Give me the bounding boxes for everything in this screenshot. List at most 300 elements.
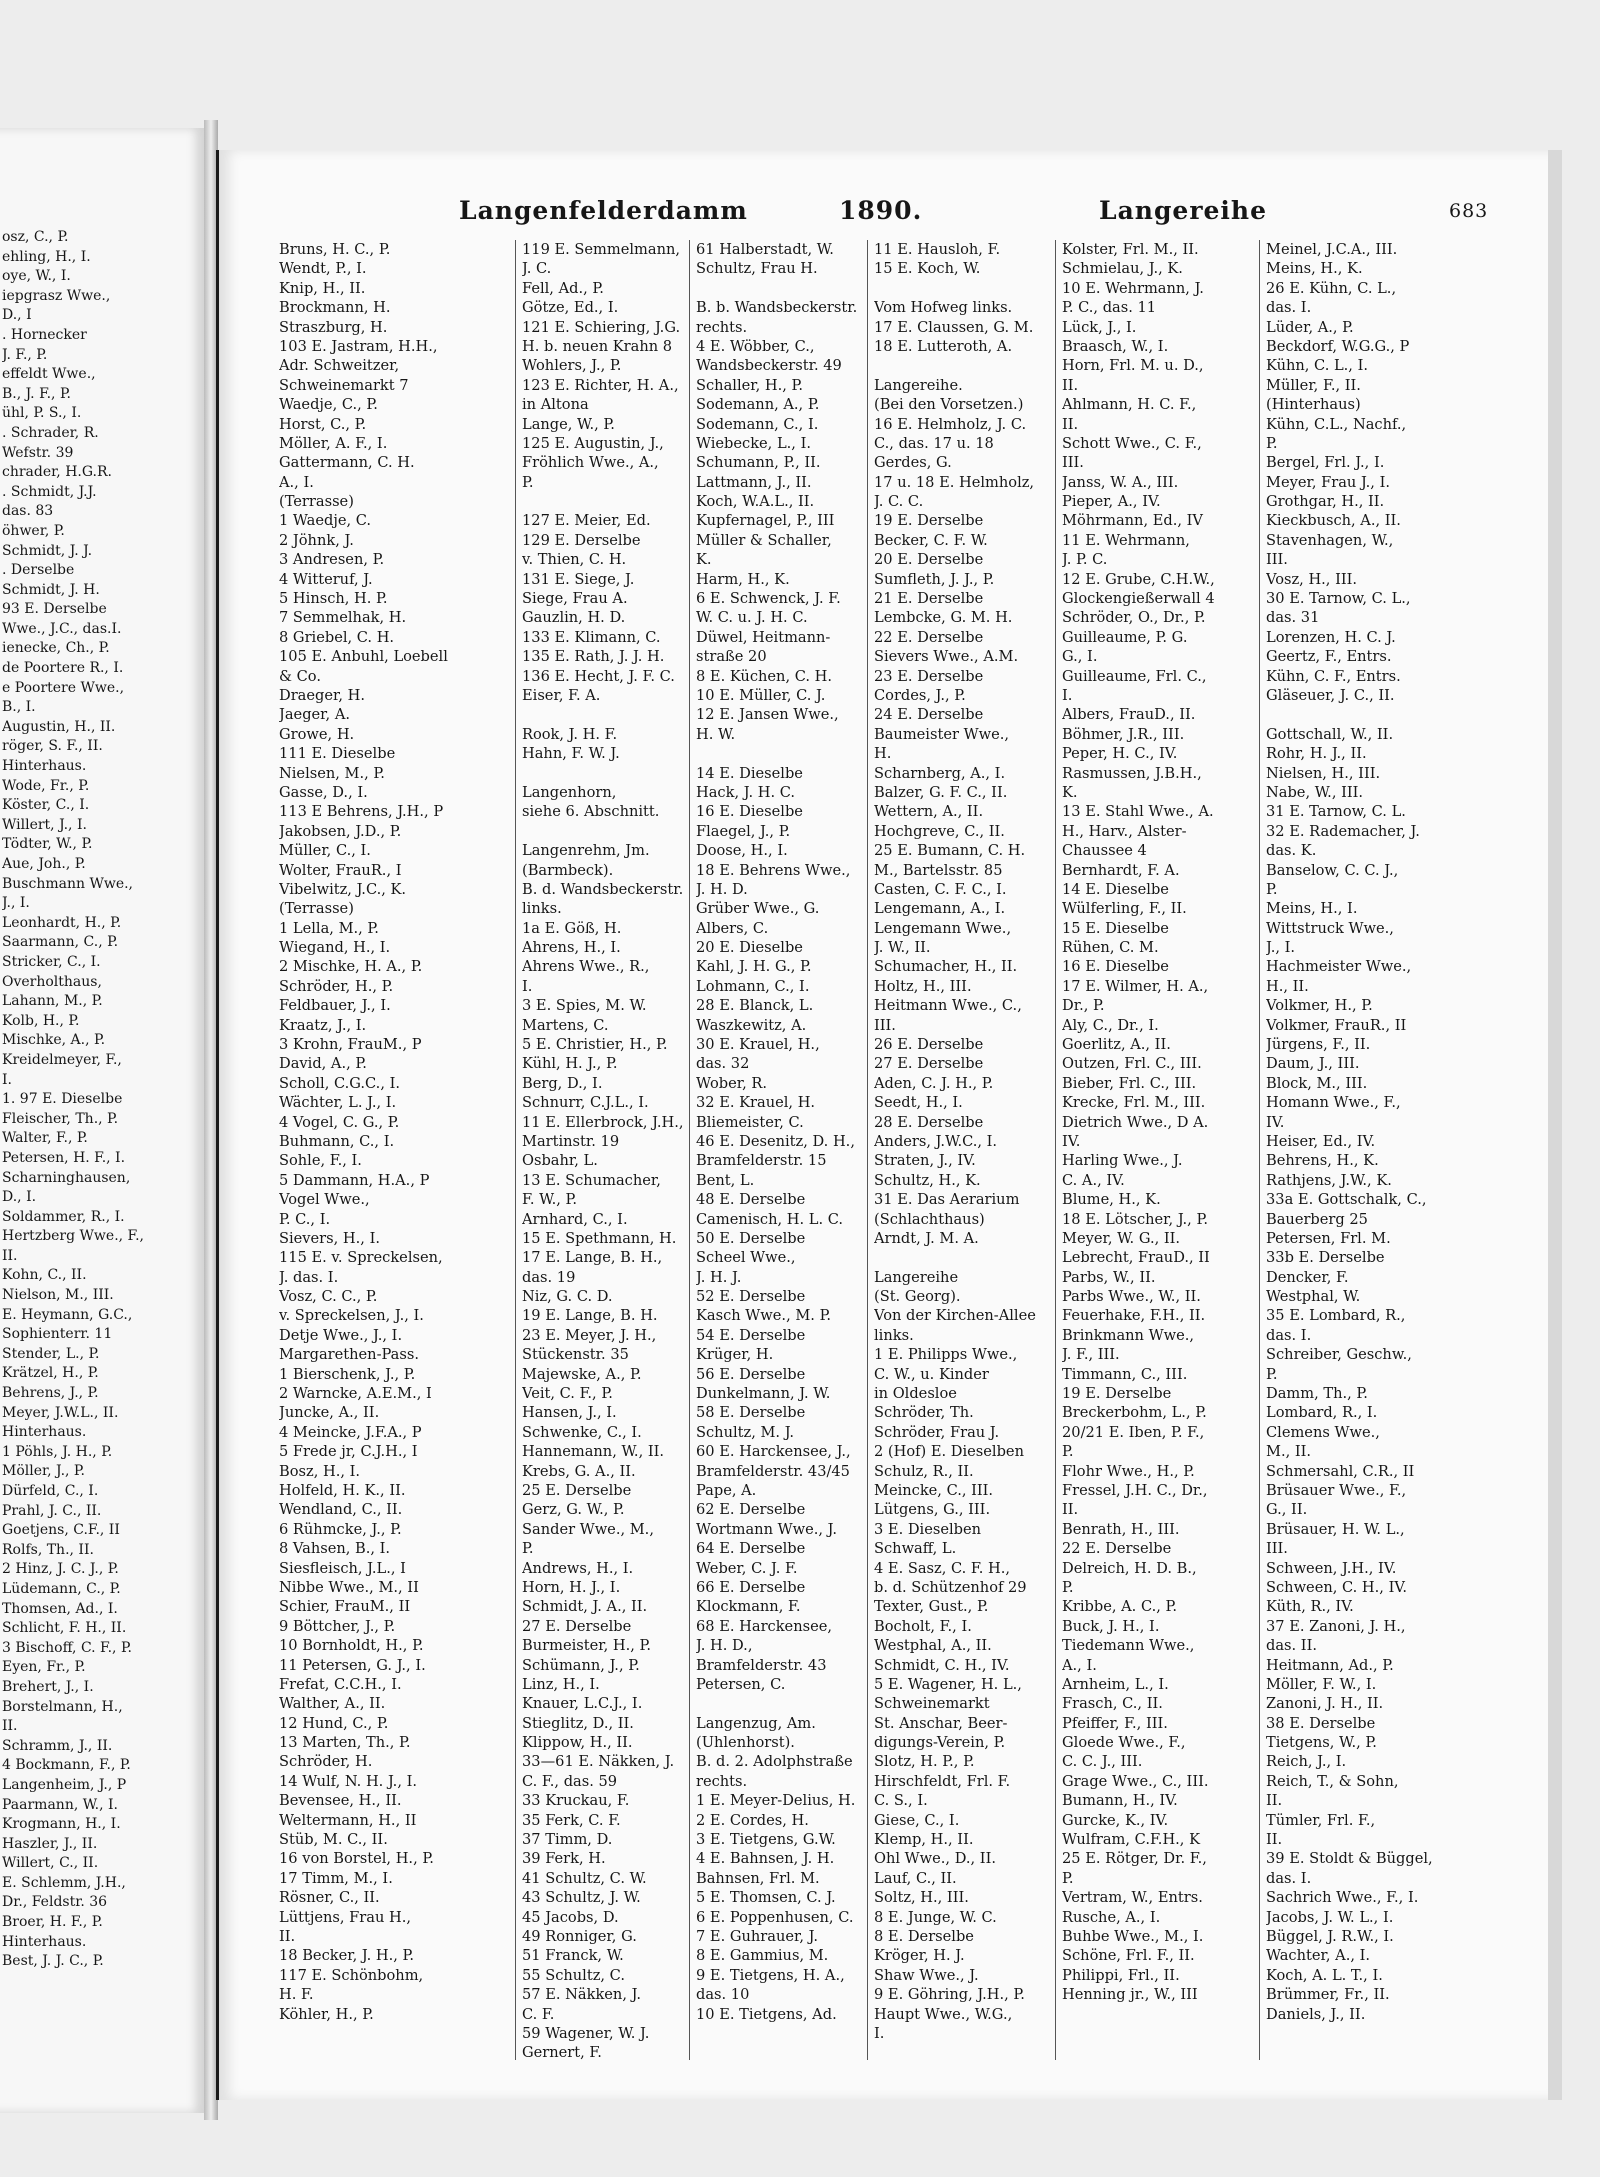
directory-entry: 111 E. Dieselbe (279, 745, 396, 763)
directory-entry: Tödter, W., P. (2, 836, 93, 853)
directory-entry: P. (522, 1540, 534, 1558)
directory-entry: Sachrich Wwe., F., I. (1266, 1889, 1419, 1907)
directory-entry: 52 E. Derselbe (696, 1288, 806, 1306)
directory-entry (522, 492, 692, 511)
directory-entry: Giese, C., I. (874, 1811, 960, 1829)
directory-entry: 5 E. Wagener, H. L., (874, 1675, 1022, 1693)
directory-entry: Ahrens Wwe., R., (522, 958, 650, 976)
directory-entry: 2 Warncke, A.E.M., I (279, 1385, 432, 1403)
directory-entry: 27 E. Derselbe (522, 1617, 632, 1635)
directory-entry: G., II. (1266, 1501, 1308, 1519)
directory-entry: (Uhlenhorst). (696, 1734, 795, 1752)
directory-entry: Gläseuer, J. C., II. (1266, 686, 1395, 704)
directory-entry: Arnheim, L., I. (1062, 1675, 1169, 1693)
directory-entry: 127 E. Meier, Ed. (522, 512, 651, 530)
directory-entry: 21 E. Derselbe (874, 590, 984, 608)
directory-entry: Behrens, H., K. (1266, 1152, 1379, 1170)
directory-entry: P. (1266, 434, 1278, 452)
directory-entry: Gauzlin, H. D. (522, 609, 626, 627)
directory-entry: Schultz, M. J. (696, 1423, 795, 1441)
directory-entry: Wandsbeckerstr. 49 (696, 357, 842, 375)
directory-entry: D., I (2, 307, 32, 324)
directory-entry: Langereihe (874, 1268, 959, 1286)
directory-entry: in Oldesloe (874, 1385, 957, 1403)
directory-entry: Detje Wwe., J., I. (279, 1326, 403, 1344)
directory-entry: das. 31 (1266, 609, 1320, 627)
directory-entry: Wulfram, C.F.H., K (1062, 1831, 1200, 1849)
directory-entry: (Barmbeck). (522, 861, 614, 879)
directory-entry: 11 Petersen, G. J., I. (279, 1656, 426, 1674)
left-page-column (2, 228, 200, 2048)
directory-entry: 8 E. Küchen, C. H. (696, 667, 833, 685)
directory-entry: Veit, C. F., P. (522, 1385, 613, 1403)
directory-entry: Düwel, Heitmann- (696, 628, 831, 646)
directory-entry: H., II. (1266, 977, 1309, 995)
directory-entry: Parbs, W., II. (1062, 1268, 1156, 1286)
directory-entry: 4 E. Wöbber, C., (696, 337, 815, 355)
directory-entry: 12 E. Grube, C.H.W., (1062, 570, 1215, 588)
directory-entry: Wendt, P., I. (279, 260, 367, 278)
directory-entry: Stüb, M. C., II. (279, 1831, 388, 1849)
directory-entry: 15 E. Koch, W. (874, 260, 981, 278)
directory-entry: Berg, D., I. (522, 1074, 603, 1092)
directory-entry: Petersen, C. (696, 1675, 786, 1693)
directory-entry: Damm, Th., P. (1266, 1385, 1368, 1403)
directory-entry: Lüdemann, C., P. (2, 1580, 121, 1597)
directory-entry: Knip, H., II. (279, 279, 366, 297)
directory-entry: Schröder, Th. (874, 1404, 974, 1422)
directory-entry: C. W., u. Kinder (874, 1365, 989, 1383)
directory-entry: Shaw Wwe., J. (874, 1966, 979, 1984)
directory-entry: Paarmann, W., I. (2, 1796, 119, 1813)
directory-entry: I. (1062, 686, 1073, 704)
directory-entry: 1 E. Meyer-Delius, H. (696, 1792, 856, 1810)
directory-entry: Meincke, C., III. (874, 1482, 994, 1499)
directory-entry: Andrews, H., I. (522, 1559, 634, 1577)
directory-entry: 37 Timm, D. (522, 1831, 613, 1849)
directory-entry: 5 Dammann, H.A., P (279, 1171, 430, 1189)
directory-entry: Kühn, C. F., Entrs. (1266, 667, 1401, 685)
directory-entry: Koch, A. L. T., I. (1266, 1966, 1383, 1984)
directory-entry: Schweinemarkt (874, 1695, 990, 1713)
directory-entry: Bevensee, H., II. (279, 1792, 402, 1810)
directory-entry: 135 E. Rath, J. J. H. (522, 648, 665, 666)
directory-entry: C. F. (522, 2005, 555, 2023)
directory-entry: oye, W., I. (2, 268, 71, 285)
directory-entry: & Co. (279, 667, 321, 685)
directory-entry: 8 E. Gammius, M. (696, 1947, 829, 1965)
directory-entry: Schmidt, C. H., IV. (874, 1656, 1010, 1674)
directory-entry: 62 E. Derselbe (696, 1501, 806, 1519)
directory-entry: 37 E. Zanoni, J. H., (1266, 1617, 1406, 1635)
directory-entry: 48 E. Derselbe (696, 1191, 806, 1209)
directory-entry: Lembcke, G. M. H. (874, 609, 1013, 627)
directory-entry: Nielsen, M., P. (279, 764, 385, 782)
directory-entry: Wittstruck Wwe., (1266, 919, 1394, 937)
directory-entry: P. (1062, 1578, 1074, 1596)
directory-entry: Clemens Wwe., (1266, 1423, 1380, 1441)
directory-entry: 10 E. Tietgens, Ad. (696, 2005, 837, 2023)
directory-entry: 22 E. Derselbe (1062, 1540, 1172, 1558)
directory-entry: Klippow, H., II. (522, 1734, 633, 1752)
directory-entry: 26 E. Derselbe (874, 1036, 984, 1054)
directory-entry: Büggel, J. R.W., I. (1266, 1927, 1394, 1945)
directory-entry: IV. (1062, 1132, 1081, 1150)
directory-entry (522, 822, 692, 841)
directory-entry: Rathjens, J.W., K. (1266, 1171, 1392, 1189)
directory-entry: Klemp, H., II. (874, 1831, 974, 1849)
directory-entry: Saarmann, C., P. (2, 934, 119, 951)
directory-entry: Lombard, R., I. (1266, 1404, 1378, 1422)
directory-entry: das. 19 (522, 1268, 576, 1286)
directory-entry: 11 E. Ellerbrock, J.H., (522, 1113, 684, 1131)
directory-entry: 50 E. Derselbe (696, 1229, 806, 1247)
directory-entry: Scharninghausen, (2, 1169, 131, 1186)
directory-entry: Schweinemarkt 7 (279, 376, 409, 394)
directory-entry: B. b. Wandsbeckerstr. (696, 299, 858, 317)
directory-entry: J., I. (1266, 939, 1296, 957)
directory-entry: 33 Kruckau, F. (522, 1792, 630, 1810)
directory-entry: Sander Wwe., M., (522, 1520, 654, 1538)
directory-entry: 10 E. Müller, C. J. (696, 686, 826, 704)
directory-entry: Rohr, H. J., II. (1266, 745, 1367, 763)
directory-entry: P. (1062, 1869, 1074, 1887)
directory-entry: Möhrmann, Ed., IV (1062, 512, 1203, 530)
directory-entry: Albers, C. (696, 919, 769, 937)
directory-entry: III. (1266, 551, 1288, 569)
directory-entry: (St. Georg). (874, 1288, 961, 1306)
directory-entry: Eyen, Fr., P. (2, 1659, 86, 1676)
directory-entry: Wolter, FrauR., I (279, 861, 402, 879)
directory-entry: Langenzug, Am. (696, 1714, 816, 1732)
directory-entry: Krecke, Frl. M., III. (1062, 1094, 1206, 1112)
directory-entry: Horn, Frl. M. u. D., (1062, 357, 1204, 375)
directory-entry: 123 E. Richter, H. A., (522, 376, 679, 394)
directory-entry: J. H. D., (696, 1637, 753, 1655)
directory-entry: ienecke, Ch., P. (2, 640, 110, 657)
directory-entry: röger, S. F., II. (2, 738, 103, 755)
directory-entry: Kolster, Frl. M., II. (1062, 241, 1199, 258)
directory-entry: Krogmann, H., I. (2, 1816, 121, 1833)
directory-entry: Jaeger, A. (279, 706, 350, 724)
directory-entry: Schöne, Frl. F., II. (1062, 1947, 1195, 1965)
directory-entry: de Poortere R., I. (2, 660, 124, 677)
directory-entry: Horst, C., P. (279, 415, 367, 433)
directory-entry: 23 E. Meyer, J. H., (522, 1326, 657, 1344)
directory-entry: Brinkmann Wwe., (1062, 1326, 1194, 1344)
directory-entry: Brüsauer Wwe., F., (1266, 1482, 1407, 1499)
directory-entry: 7 E. Guhrauer, J. (696, 1927, 819, 1945)
directory-entry: Margarethen-Pass. (279, 1346, 419, 1364)
directory-entry: Sohle, F., I. (279, 1152, 362, 1170)
directory-entry: 61 Halberstadt, W. (696, 241, 834, 258)
directory-entry: 19 E. Lange, B. H. (522, 1307, 658, 1325)
directory-entry: 27 E. Derselbe (874, 1055, 984, 1073)
directory-entry: II. (2, 1247, 18, 1264)
directory-entry: 4 Meincke, J.F.A., P (279, 1423, 422, 1441)
directory-entry: Volkmer, H., P. (1266, 997, 1373, 1015)
directory-entry: Wächter, L. J., I. (279, 1094, 397, 1112)
directory-entry: Rasmussen, J.B.H., (1062, 764, 1202, 782)
directory-entry: 22 E. Derselbe (874, 628, 984, 646)
directory-entry: Henning jr., W., III (1062, 1986, 1198, 2004)
directory-entry: Zanoni, J. H., II. (1266, 1695, 1384, 1713)
directory-entry: 15 E. Dieselbe (1062, 919, 1169, 937)
directory-entry: Koch, W.A.L., II. (696, 493, 815, 511)
page-edge (1548, 150, 1562, 2100)
directory-entry: Kasch Wwe., M. P. (696, 1307, 832, 1325)
directory-entry: Wwe., J.C., das.I. (2, 620, 122, 637)
directory-entry: Goetjens, C.F., II (2, 1522, 120, 1539)
directory-entry: Lange, W., P. (522, 415, 615, 433)
directory-entry: Stavenhagen, W., (1266, 531, 1394, 549)
directory-entry: Lüder, A., P. (1266, 318, 1354, 336)
directory-entry: Outzen, Frl. C., III. (1062, 1055, 1202, 1073)
directory-entry: Ohl Wwe., D., II. (874, 1850, 996, 1868)
directory-entry: II. (1062, 1501, 1079, 1519)
directory-entry: 11 E. Wehrmann, (1062, 531, 1190, 549)
directory-entry: Guilleaume, Frl. C., (1062, 667, 1207, 685)
directory-entry: ehling, H., I. (2, 248, 91, 265)
directory-entry: Möller, A. F., I. (279, 434, 388, 452)
directory-entry: 8 E. Derselbe (874, 1927, 974, 1945)
directory-entry: 6 E. Schwenck, J. F. (696, 590, 841, 608)
directory-entry: das. II. (1266, 1637, 1317, 1655)
directory-entry (1266, 705, 1476, 724)
directory-entry: Brehert, J., I. (2, 1678, 94, 1695)
directory-entry: Rösner, C., II. (279, 1889, 380, 1907)
directory-entry: Flaegel, J., P. (696, 822, 791, 840)
directory-entry: Wendland, C., II. (279, 1501, 403, 1519)
directory-entry: Lengemann, A., I. (874, 900, 1006, 918)
directory-entry: W. C. u. J. H. C. (696, 609, 808, 627)
directory-entry: 33—61 E. Näkken, J. (522, 1753, 675, 1771)
directory-entry: Buhbe Wwe., M., I. (1062, 1927, 1204, 1945)
directory-entry: straße 20 (696, 648, 767, 666)
directory-entry: (Terrasse) (279, 900, 354, 918)
directory-entry: Schier, FrauM., II (279, 1598, 411, 1616)
directory-entry: v. Spreckelsen, J., I. (279, 1307, 424, 1325)
directory-entry: C. S., I. (874, 1792, 928, 1810)
directory-entry: 13 E. Schumacher, (522, 1171, 661, 1189)
directory-entry: Gottschall, W., II. (1266, 725, 1394, 743)
directory-entry: 4 Vogel, C. G., P. (279, 1113, 400, 1131)
directory-entry: Grage Wwe., C., III. (1062, 1772, 1209, 1790)
directory-entry: Sodemann, C., I. (696, 415, 819, 433)
directory-entry: Goerlitz, A., II. (1062, 1036, 1171, 1054)
directory-entry: 41 Schultz, C. W. (522, 1869, 647, 1887)
directory-entry: 3 Bischoff, C. F., P. (2, 1639, 132, 1656)
directory-entry: rechts. (696, 318, 748, 336)
directory-entry: 56 E. Derselbe (696, 1365, 806, 1383)
directory-entry: Ahrens, H., I. (522, 939, 621, 957)
directory-entry: Overholthaus, (2, 973, 102, 990)
directory-entry: iepgrasz Wwe., (2, 287, 111, 304)
directory-entry: Möller, J., P. (2, 1463, 85, 1480)
directory-entry: Schulz, R., II. (874, 1462, 974, 1480)
directory-entry: Vosz, C. C., P. (279, 1288, 378, 1306)
directory-entry: Rook, J. H. F. (522, 725, 618, 743)
directory-entry: Dr., P. (1062, 997, 1105, 1015)
directory-column-1 (279, 240, 499, 2060)
directory-entry: Tümler, Frl. F., (1266, 1811, 1376, 1829)
directory-entry: 105 E. Anbuhl, Loebell (279, 648, 448, 666)
directory-entry: Janss, W. A., III. (1062, 473, 1179, 491)
directory-entry: Fleischer, Th., P. (2, 1110, 119, 1127)
directory-entry: Camenisch, H. L. C. (696, 1210, 844, 1228)
directory-entry: 131 E. Siege, J. (522, 570, 635, 588)
directory-entry: Lorenzen, H. C. J. (1266, 628, 1396, 646)
directory-entry: Kreidelmeyer, F., (2, 1051, 122, 1068)
directory-entry: Heitmann, Ad., P. (1266, 1656, 1394, 1674)
directory-entry: J. W., II. (874, 939, 931, 957)
directory-entry: Osbahr, L. (522, 1152, 598, 1170)
directory-entry: 25 E. Rötger, Dr. F., (1062, 1850, 1207, 1868)
directory-entry: 20 E. Derselbe (874, 551, 984, 569)
directory-entry: M., Bartelsstr. 85 (874, 861, 1003, 879)
directory-entry: Böhmer, J.R., III. (1062, 725, 1185, 743)
directory-entry: rechts. (696, 1772, 748, 1790)
directory-entry: 35 Ferk, C. F. (522, 1811, 621, 1829)
directory-entry: 12 E. Jansen Wwe., (696, 706, 839, 724)
directory-entry: Linz, H., I. (522, 1675, 600, 1693)
directory-entry: Frefat, C.C.H., I. (279, 1675, 402, 1693)
directory-entry: 6 E. Poppenhusen, C. (696, 1908, 854, 1926)
directory-entry: IV. (1266, 1113, 1285, 1131)
directory-entry: Horn, H. J., I. (522, 1578, 621, 1596)
directory-entry: Schmersahl, C.R., II (1266, 1462, 1415, 1480)
directory-entry: Hinterhaus. (2, 1424, 87, 1441)
directory-entry: 8 E. Junge, W. C. (874, 1908, 997, 1926)
directory-entry: Schott Wwe., C. F., (1062, 434, 1202, 452)
directory-entry: Schlicht, F. H., II. (2, 1620, 127, 1637)
directory-entry: Müller & Schaller, (696, 531, 832, 549)
directory-entry: Scholl, C.G.C., I. (279, 1074, 400, 1092)
directory-entry: 64 E. Derselbe (696, 1540, 806, 1558)
directory-entry: Lattmann, J., II. (696, 473, 812, 491)
directory-entry: David, A., P. (279, 1055, 367, 1073)
directory-entry: 1 Waedje, C. (279, 512, 372, 530)
directory-entry: Fressel, J.H. C., Dr., (1062, 1482, 1208, 1499)
directory-entry: Nielson, M., III. (2, 1287, 114, 1304)
directory-entry: Block, M., III. (1266, 1074, 1368, 1092)
directory-entry: 10 Bornholdt, H., P. (279, 1637, 424, 1655)
directory-entry: 43 Schultz, J. W. (522, 1889, 641, 1907)
directory-entry: 28 E. Derselbe (874, 1113, 984, 1131)
directory-columns (219, 240, 1551, 2060)
directory-entry: Petersen, Frl. M. (1266, 1229, 1391, 1247)
directory-entry: Scheel Wwe., (696, 1249, 796, 1267)
directory-entry: C. F., das. 59 (522, 1772, 618, 1790)
directory-entry: Breckerbohm, L., P. (1062, 1404, 1207, 1422)
directory-entry: 26 E. Kühn, C. L., (1266, 279, 1397, 297)
directory-entry: Slotz, H. P., P. (874, 1753, 975, 1771)
directory-entry: Götze, Ed., I. (522, 299, 619, 317)
directory-entry: P. C., I. (279, 1210, 331, 1228)
directory-entry: Kühn, C. L., I. (1266, 357, 1368, 375)
directory-entry: Wefstr. 39 (2, 444, 74, 461)
directory-entry (522, 705, 692, 724)
directory-entry: 16 E. Helmholz, J. C. (874, 415, 1027, 433)
directory-column-6 (1259, 240, 1476, 2060)
right-page (216, 150, 1551, 2100)
directory-entry: J. F., P. (2, 346, 48, 363)
directory-entry: Köhler, H., P. (279, 2005, 374, 2023)
directory-entry: Willert, J., I. (2, 816, 87, 833)
directory-entry: Beckdorf, W.G.G., P (1266, 337, 1410, 355)
directory-entry: 18 Becker, J. H., P. (279, 1947, 415, 1965)
directory-entry: 54 E. Derselbe (696, 1326, 806, 1344)
directory-entry: Majewske, A., P. (522, 1365, 642, 1383)
directory-entry: Langereihe. (874, 376, 963, 394)
directory-entry: Wachter, A., I. (1266, 1947, 1371, 1965)
directory-entry: Kolb, H., P. (2, 1012, 80, 1029)
directory-entry: H. F. (279, 1986, 314, 2004)
directory-entry: Meinel, J.C.A., III. (1266, 241, 1398, 258)
directory-entry: öhwer, P. (2, 522, 65, 539)
directory-entry: Draeger, H. (279, 686, 366, 704)
directory-entry: 16 von Borstel, H., P. (279, 1850, 434, 1868)
directory-entry: Blume, H., K. (1062, 1191, 1161, 1209)
directory-entry: Gerdes, G. (874, 454, 952, 472)
directory-entry: Langenrehm, Jm. (522, 842, 650, 860)
directory-entry: Stückenstr. 35 (522, 1346, 629, 1364)
directory-entry: Bramfelderstr. 43 (696, 1656, 827, 1674)
page-header (219, 190, 1551, 230)
directory-entry: Soldammer, R., I. (2, 1208, 125, 1225)
directory-entry: Bahnsen, Frl. M. (696, 1869, 820, 1887)
directory-entry: Bliemeister, C. (696, 1113, 804, 1131)
directory-entry: Hochgreve, C., II. (874, 822, 1005, 840)
directory-entry: Schröder, H. (279, 1753, 373, 1771)
directory-entry: Wiegand, H., I. (279, 939, 391, 957)
directory-entry: 117 E. Schönbohm, (279, 1966, 424, 1984)
directory-entry: Krüger, H. (696, 1346, 774, 1364)
directory-entry: Leonhardt, H., P. (2, 914, 122, 931)
directory-entry: . Schmidt, J.J. (2, 483, 97, 500)
directory-entry: I. (2, 1071, 12, 1088)
directory-entry: Scharnberg, A., I. (874, 764, 1006, 782)
directory-entry (696, 279, 866, 298)
directory-entry: Eiser, F. A. (522, 686, 601, 704)
directory-entry: Schwaff, L. (874, 1540, 957, 1558)
directory-entry: Flohr Wwe., H., P. (1062, 1462, 1195, 1480)
directory-entry: Bergel, Frl. J., I. (1266, 454, 1385, 472)
directory-column-5 (1055, 240, 1258, 2060)
directory-entry: Schween, C. H., IV. (1266, 1578, 1407, 1596)
directory-entry: 39 Ferk, H. (522, 1850, 606, 1868)
directory-entry: in Altona (522, 396, 589, 414)
directory-entry: Nabe, W., III. (1266, 783, 1364, 801)
directory-entry: Hahn, F. W. J. (522, 745, 620, 763)
directory-entry: 30 E. Tarnow, C. L., (1266, 590, 1411, 608)
directory-entry: 4 Witteruf, J. (279, 570, 373, 588)
directory-entry: Vertram, W., Entrs. (1062, 1889, 1203, 1907)
directory-entry: Bauerberg 25 (1266, 1210, 1368, 1228)
directory-entry: Weber, C. J. F. (696, 1559, 798, 1577)
directory-entry: Schween, J.H., IV. (1266, 1559, 1397, 1577)
directory-entry: Meyer, Frau J., I. (1266, 473, 1390, 491)
directory-entry: Schultz, H., K. (874, 1171, 981, 1189)
directory-entry: 20/21 E. Iben, P. F., (1062, 1423, 1205, 1441)
directory-entry: Hinterhaus. (2, 758, 87, 775)
directory-entry: Wortmann Wwe., J. (696, 1520, 838, 1538)
directory-entry: St. Anschar, Beer- (874, 1714, 1008, 1732)
directory-entry: 11 E. Hausloh, F. (874, 241, 1001, 258)
directory-entry: Stender, L., P. (2, 1345, 100, 1362)
directory-entry: Brüsauer, H. W. L., (1266, 1520, 1405, 1538)
directory-entry: 8 Vahsen, B., I. (279, 1540, 391, 1558)
